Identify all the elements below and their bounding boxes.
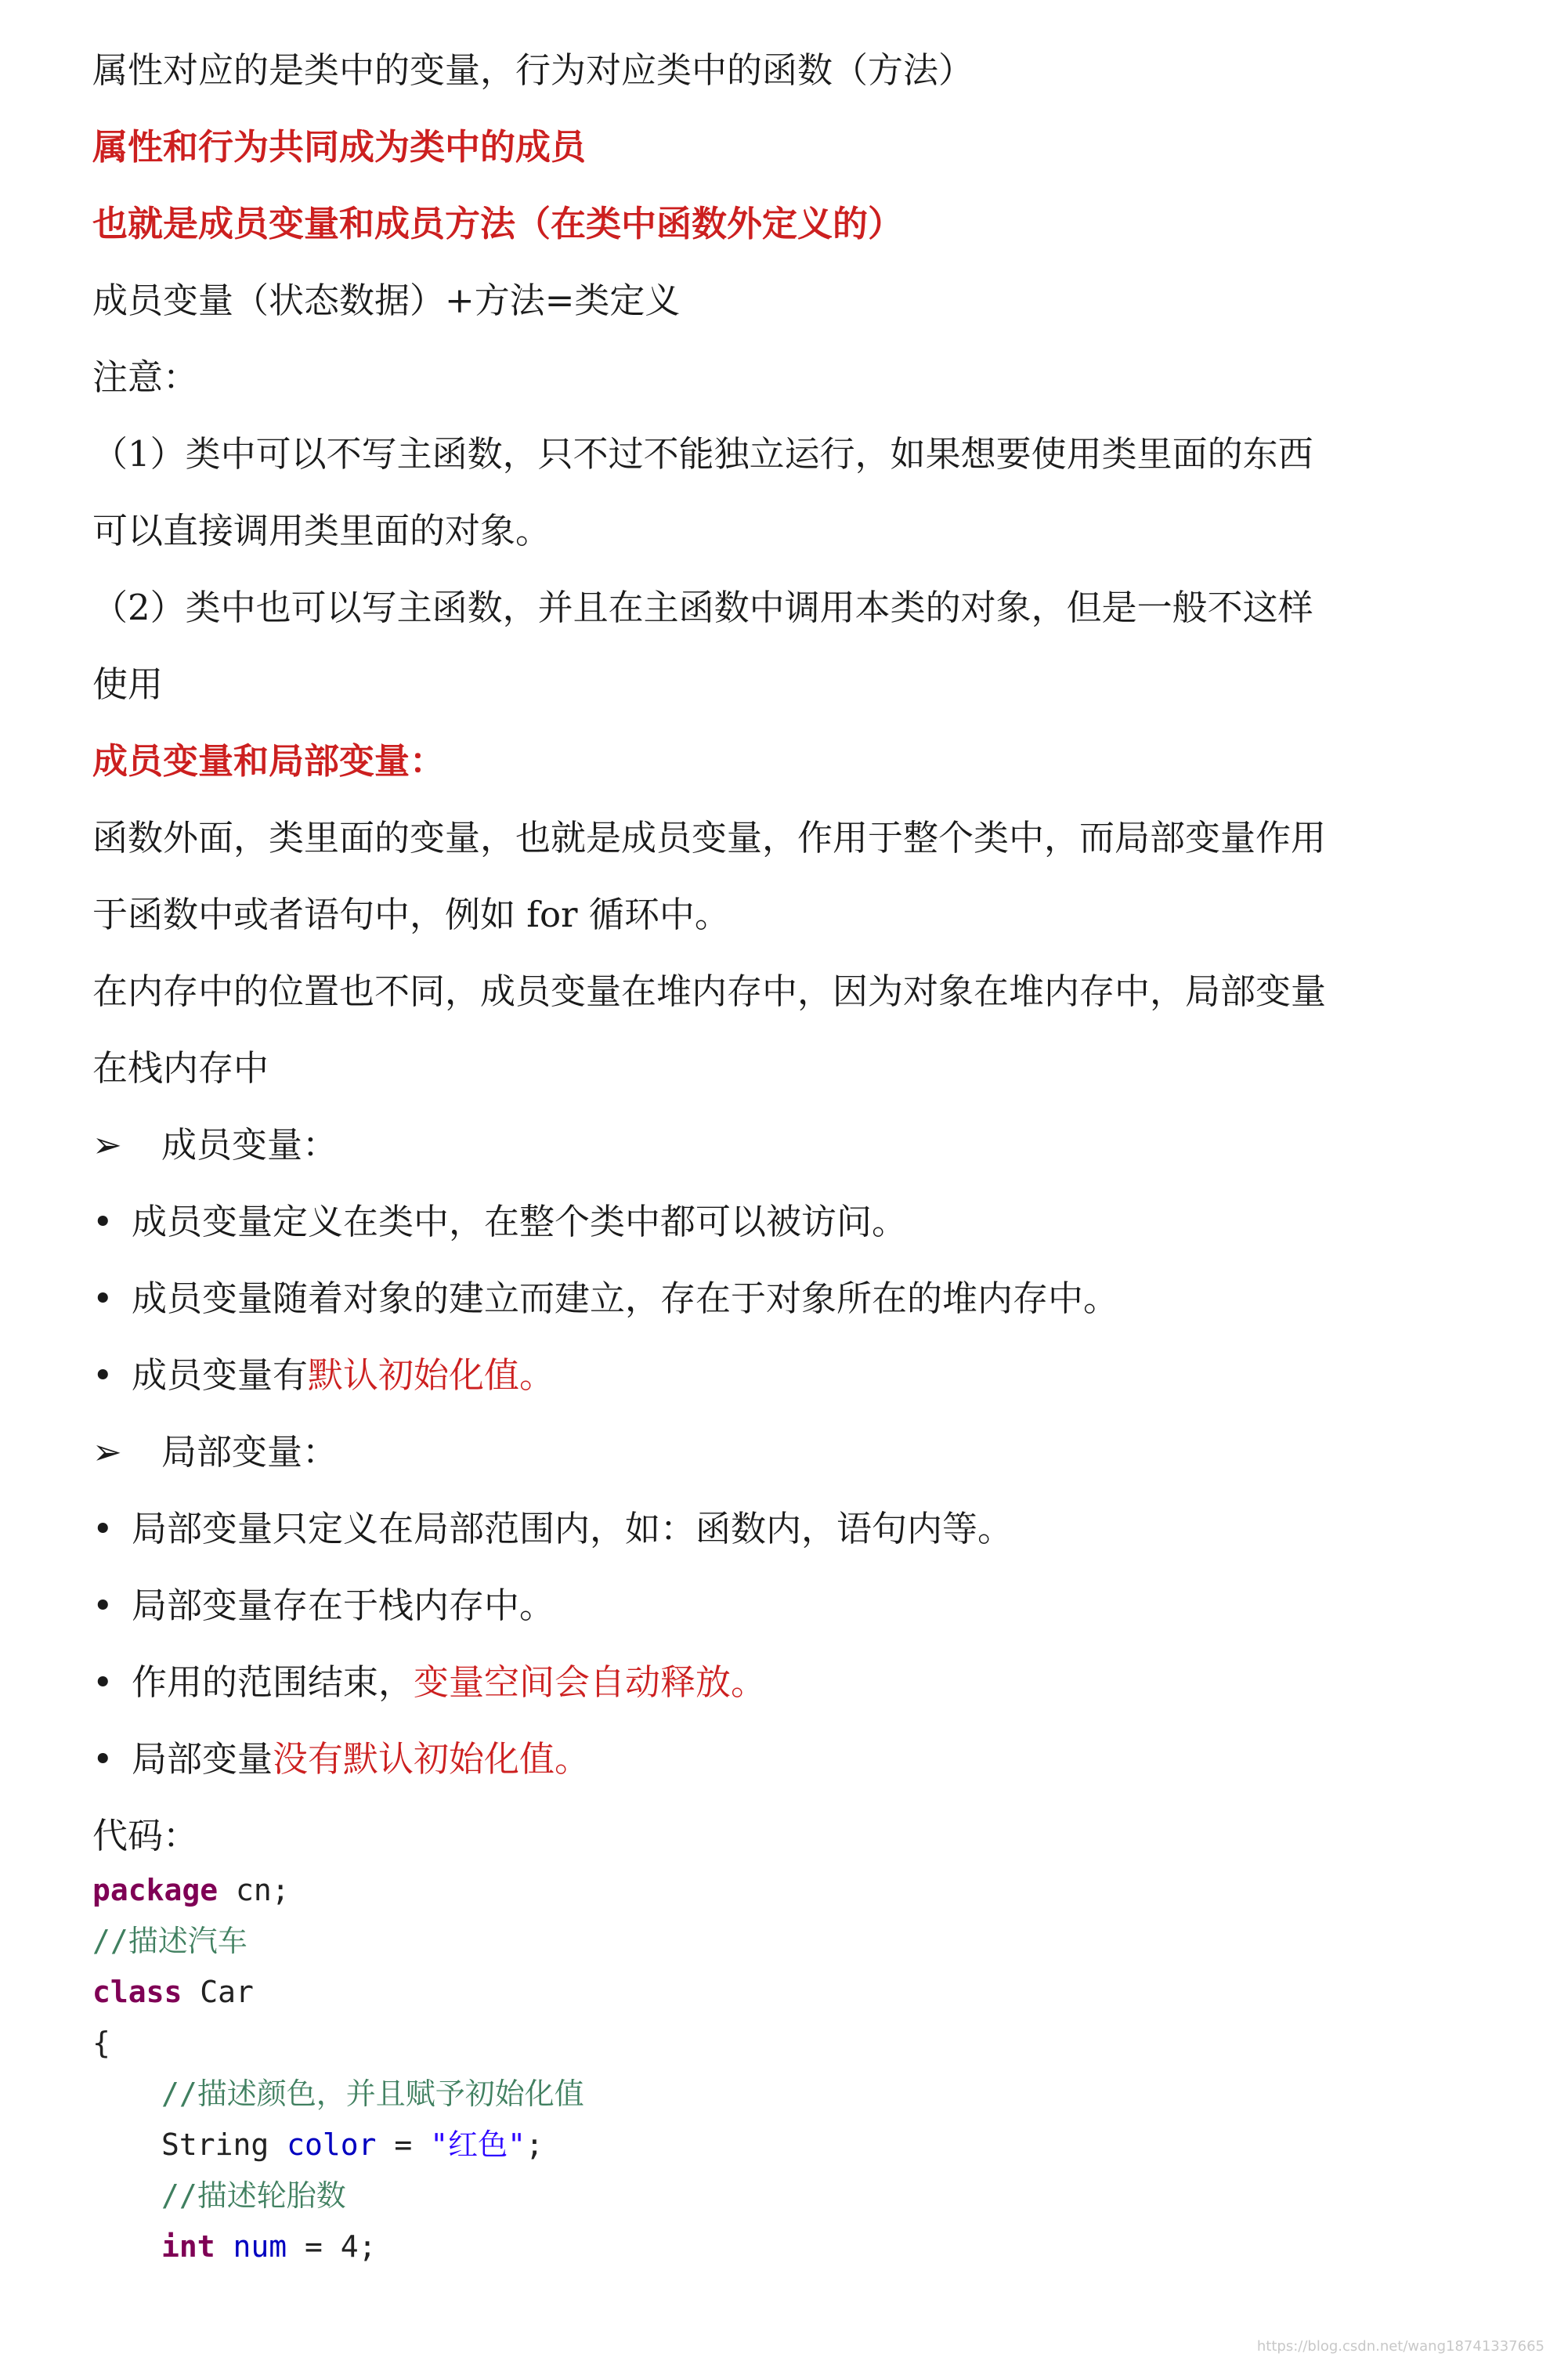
text-line-memory-cont: 在栈内存中 [92, 1047, 269, 1089]
code-comment: //描述轮胎数 [161, 2178, 346, 2213]
watermark-url: https://blog.csdn.net/wang18741337665 [1256, 2338, 1545, 2355]
bullet-icon: • [92, 1508, 114, 1549]
note-item-1: （1）类中可以不写主函数，只不过不能独立运行，如果想要使用类里面的东西 [92, 433, 1313, 475]
bullet-icon: • [92, 1585, 114, 1626]
code-brace: { [92, 2026, 110, 2060]
member-vars-heading-text: 成员变量： [161, 1124, 338, 1166]
code-text: Car [182, 1975, 254, 2009]
code-text: cn; [218, 1873, 290, 1907]
list-item [92, 1352, 555, 1399]
list-item [92, 1659, 766, 1706]
list-item-highlight: 没有默认初始化值。 [273, 1738, 591, 1780]
text-line-class-definition: 成员变量（状态数据）+方法=类定义 [92, 280, 681, 321]
heading-member-vars-methods: 也就是成员变量和成员方法（在类中函数外定义的） [92, 203, 904, 244]
bullet-icon: • [92, 1738, 114, 1780]
code-type: String [161, 2127, 287, 2162]
code-line-package [92, 1871, 290, 1910]
text-line-scope-cont: 于函数中或者语句中，例如 for 循环中。 [92, 894, 730, 935]
list-item-text: 局部变量 [132, 1738, 273, 1780]
heading-member-vs-local: 成员变量和局部变量： [92, 740, 446, 782]
code-keyword: package [92, 1873, 219, 1907]
list-item-text: 成员变量定义在类中，在整个类中都可以被访问。 [132, 1201, 908, 1242]
member-vars-heading [92, 1122, 338, 1169]
code-comment: //描述颜色，并且赋予初始化值 [161, 2077, 584, 2111]
code-field: num [233, 2229, 287, 2264]
code-line-color [161, 2125, 544, 2164]
bullet-icon: • [92, 1278, 114, 1319]
list-item [92, 1506, 1013, 1553]
code-text: = [376, 2127, 431, 2162]
code-text: ; [525, 2127, 544, 2162]
list-item-highlight: 默认初始化值。 [308, 1354, 555, 1396]
local-vars-heading-text: 局部变量： [161, 1431, 338, 1473]
local-vars-heading [92, 1429, 338, 1476]
list-item-highlight: 变量空间会自动释放。 [414, 1661, 767, 1703]
code-text: = 4; [287, 2229, 377, 2264]
list-item-text: 成员变量随着对象的建立而建立，存在于对象所在的堆内存中。 [132, 1278, 1119, 1319]
list-item [92, 1582, 555, 1629]
code-label: 代码： [92, 1815, 199, 1856]
code-string: "红色" [430, 2127, 526, 2162]
code-field: color [287, 2127, 377, 2162]
note-label: 注意： [92, 356, 199, 398]
arrow-icon: ➢ [92, 1431, 122, 1473]
note-item-2-cont: 使用 [92, 663, 164, 705]
code-text [215, 2229, 233, 2264]
code-line-num [161, 2227, 377, 2266]
text-line-scope: 函数外面，类里面的变量，也就是成员变量，作用于整个类中，而局部变量作用 [92, 817, 1327, 858]
arrow-icon: ➢ [92, 1124, 122, 1166]
text-line-memory: 在内存中的位置也不同，成员变量在堆内存中，因为对象在堆内存中，局部变量 [92, 971, 1327, 1012]
list-item-text: 作用的范围结束， [132, 1661, 414, 1703]
list-item [92, 1198, 907, 1245]
code-keyword: int [161, 2229, 215, 2264]
list-item-text: 成员变量有 [132, 1354, 309, 1396]
list-item [92, 1275, 1118, 1322]
text-line-1: 属性对应的是类中的变量，行为对应类中的函数（方法） [92, 49, 974, 91]
bullet-icon: • [92, 1354, 114, 1396]
list-item-text: 局部变量只定义在局部范围内，如：函数内，语句内等。 [132, 1508, 1013, 1549]
code-keyword: class [92, 1975, 182, 2009]
note-item-1-cont: 可以直接调用类里面的对象。 [92, 510, 551, 551]
code-comment: //描述汽车 [92, 1924, 247, 1958]
code-line-class [92, 1972, 254, 2012]
note-item-2: （2）类中也可以写主函数，并且在主函数中调用本类的对象，但是一般不这样 [92, 587, 1313, 628]
bullet-icon: • [92, 1661, 114, 1703]
list-item [92, 1736, 590, 1783]
list-item-text: 局部变量存在于栈内存中。 [132, 1585, 555, 1626]
heading-class-members: 属性和行为共同成为类中的成员 [92, 126, 587, 168]
bullet-icon: • [92, 1201, 114, 1242]
